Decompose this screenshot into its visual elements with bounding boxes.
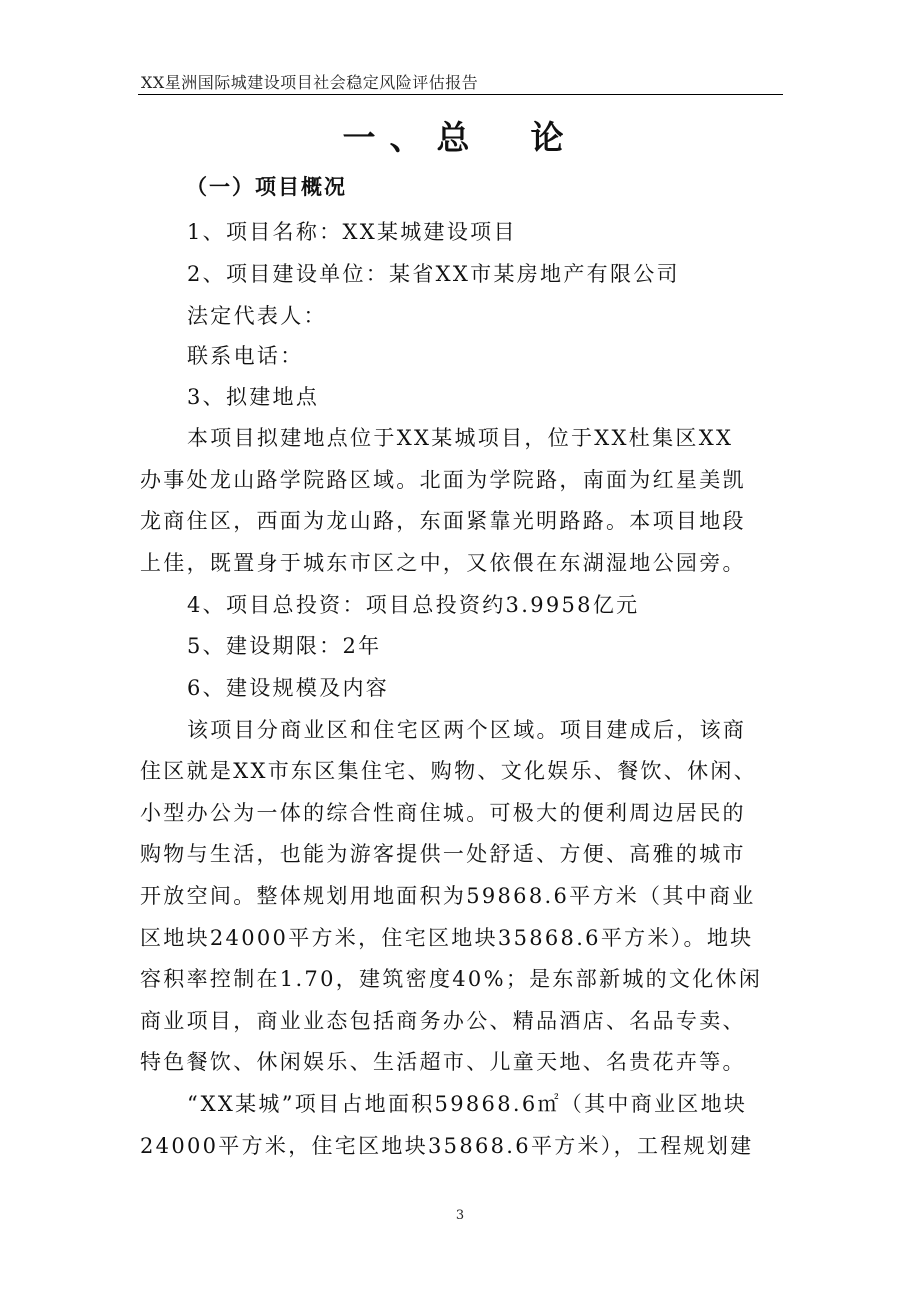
paragraph-line: 商业项目，商业业态包括商务办公、精品酒店、名品专卖、 [140,1009,746,1033]
paragraph-line: 24000平方米，住宅区地块35868.6平方米），工程规划建 [140,1134,754,1158]
paragraph-line: 龙商住区，西面为龙山路，东面紧靠光明路路。本项目地段 [140,509,746,533]
paragraph-line: 区地块24000平方米，住宅区地块35868.6平方米）。地块 [140,926,754,950]
paragraph-line: 住区就是XX市东区集住宅、购物、文化娱乐、餐饮、休闲、 [140,759,757,783]
paragraph-line: 上佳，既置身于城东市区之中，又依偎在东湖湿地公园旁。 [140,551,746,575]
chapter-title: 一、总 论 [342,118,578,157]
location-heading: 3、拟建地点 [187,385,320,409]
legal-rep-line: 法定代表人： [187,304,327,328]
paragraph-line: 本项目拟建地点位于XX某城项目，位于XX杜集区XX [187,426,734,450]
running-header: XX星洲国际城建设项目社会稳定风险评估报告 [141,73,479,92]
investment-line: 4、项目总投资：项目总投资约3.9958亿元 [187,593,640,617]
header-rule [138,94,783,95]
page-number: 3 [455,1208,465,1223]
paragraph-line: 小型办公为一体的综合性商住城。可极大的便利周边居民的 [140,801,746,825]
paragraph-line: 特色餐饮、休闲娱乐、生活超市、儿童天地、名贵花卉等。 [140,1050,746,1074]
paragraph-line: 容积率控制在1.70，建筑密度40%；是东部新城的文化休闲 [140,967,763,991]
section-title: （一）项目概况 [186,175,347,199]
scale-heading: 6、建设规模及内容 [187,676,390,700]
paragraph-line: 该项目分商业区和住宅区两个区域。项目建成后，该商 [187,718,747,742]
contact-phone-line: 联系电话： [187,344,304,368]
paragraph-line: 办事处龙山路学院路区域。北面为学院路，南面为红星美凯 [140,468,746,492]
paragraph-line: 开放空间。整体规划用地面积为59868.6平方米（其中商业 [140,884,756,908]
project-name-line: 1、项目名称：XX某城建设项目 [187,220,517,244]
project-unit-line: 2、项目建设单位：某省XX市某房地产有限公司 [187,262,680,286]
period-line: 5、建设期限：2年 [187,634,382,658]
paragraph-line: “XX某城”项目占地面积59868.6㎡（其中商业区地块 [187,1092,748,1116]
paragraph-line: 购物与生活，也能为游客提供一处舒适、方便、高雅的城市 [140,842,746,866]
